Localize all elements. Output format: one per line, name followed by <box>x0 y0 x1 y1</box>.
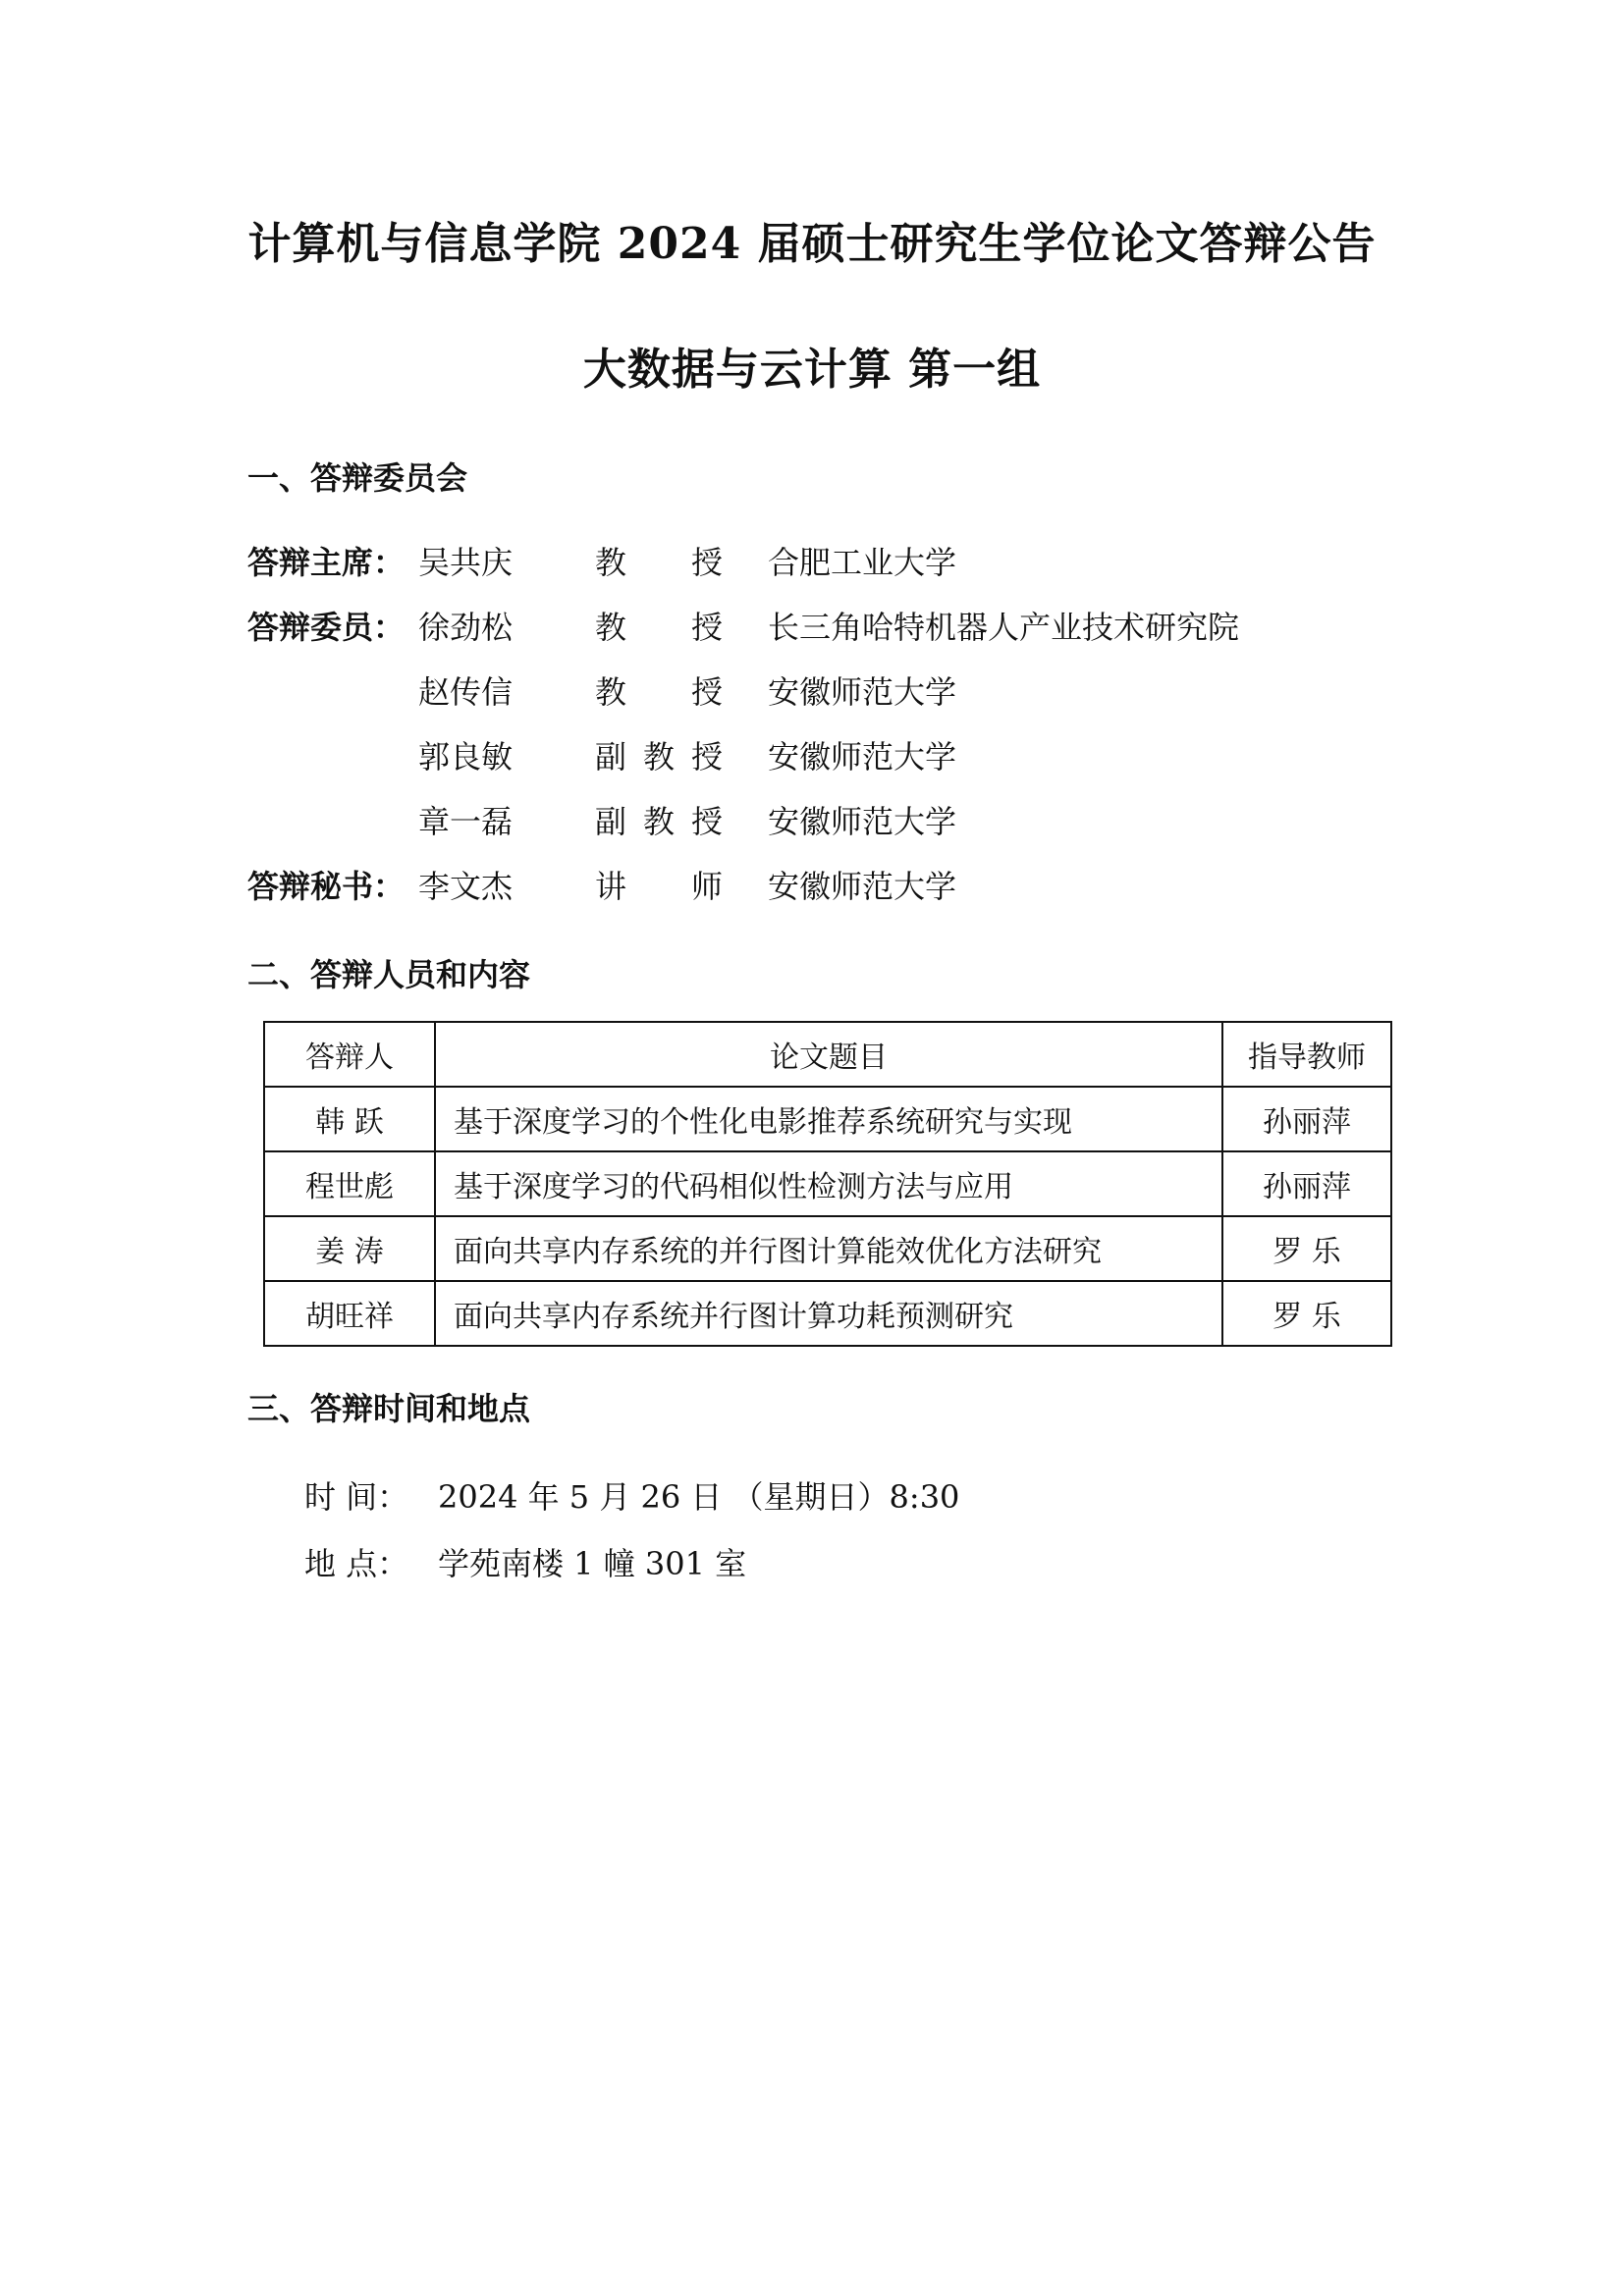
committee-name: 徐劲松 <box>418 609 514 646</box>
table-header-row <box>264 1022 1391 1087</box>
document-title: 计算机与信息学院 2024 届硕士研究生学位论文答辩公告 <box>247 219 1377 269</box>
committee-name: 章一磊 <box>418 803 514 840</box>
advisor-cell: 孙丽萍 <box>1222 1087 1391 1151</box>
table-row <box>264 1216 1391 1281</box>
committee-affiliation: 安徽师范大学 <box>768 738 957 775</box>
committee-title: 教 授 <box>595 609 723 646</box>
advisor-cell: 罗 乐 <box>1222 1216 1391 1281</box>
advisor-cell: 孙丽萍 <box>1222 1151 1391 1216</box>
section-heading-defense: 二、答辩人员和内容 <box>247 956 531 993</box>
thesis-cell: 基于深度学习的个性化电影推荐系统研究与实现 <box>435 1087 1222 1151</box>
thesis-cell: 面向共享内存系统并行图计算功耗预测研究 <box>435 1281 1222 1346</box>
time-value: 2024 年 5 月 26 日 （星期日）8:30 <box>438 1478 960 1516</box>
section-heading-time-place: 三、答辩时间和地点 <box>247 1390 531 1427</box>
committee-role: 答辩主席： <box>247 544 406 581</box>
time-label: 时 间： <box>304 1478 409 1516</box>
committee-name: 吴共庆 <box>418 544 514 581</box>
committee-role: 答辩委员： <box>247 609 406 646</box>
committee-affiliation: 安徽师范大学 <box>768 803 957 840</box>
committee-name: 李文杰 <box>418 868 514 905</box>
committee-title: 副教授 <box>595 738 723 775</box>
column-header-advisor: 指导教师 <box>1222 1022 1391 1087</box>
committee-title: 教 授 <box>595 544 723 581</box>
document-subtitle: 大数据与云计算 第一组 <box>582 345 1042 395</box>
student-cell: 程世彪 <box>264 1151 435 1216</box>
section-heading-committee: 一、答辩委员会 <box>247 459 468 497</box>
committee-name: 郭良敏 <box>418 738 514 775</box>
committee-title: 教 授 <box>595 673 723 711</box>
thesis-cell: 面向共享内存系统的并行图计算能效优化方法研究 <box>435 1216 1222 1281</box>
table-row <box>264 1151 1391 1216</box>
defense-table <box>263 1021 1392 1347</box>
committee-affiliation: 合肥工业大学 <box>768 544 957 581</box>
committee-affiliation: 安徽师范大学 <box>768 868 957 905</box>
column-header-student: 答辩人 <box>264 1022 435 1087</box>
thesis-cell: 基于深度学习的代码相似性检测方法与应用 <box>435 1151 1222 1216</box>
committee-title: 讲 师 <box>595 868 723 905</box>
student-cell: 胡旺祥 <box>264 1281 435 1346</box>
committee-role: 答辩秘书： <box>247 868 406 905</box>
table-row <box>264 1087 1391 1151</box>
advisor-cell: 罗 乐 <box>1222 1281 1391 1346</box>
column-header-thesis: 论文题目 <box>435 1022 1222 1087</box>
place-label: 地 点： <box>304 1545 409 1582</box>
committee-affiliation: 长三角哈特机器人产业技术研究院 <box>768 609 1240 646</box>
student-cell: 韩 跃 <box>264 1087 435 1151</box>
place-value: 学苑南楼 1 幢 301 室 <box>438 1545 747 1582</box>
time-line <box>304 1472 959 1518</box>
student-cell: 姜 涛 <box>264 1216 435 1281</box>
committee-title: 副教授 <box>595 803 723 840</box>
committee-affiliation: 安徽师范大学 <box>768 673 957 711</box>
place-line <box>304 1539 746 1584</box>
committee-name: 赵传信 <box>418 673 514 711</box>
table-row <box>264 1281 1391 1346</box>
